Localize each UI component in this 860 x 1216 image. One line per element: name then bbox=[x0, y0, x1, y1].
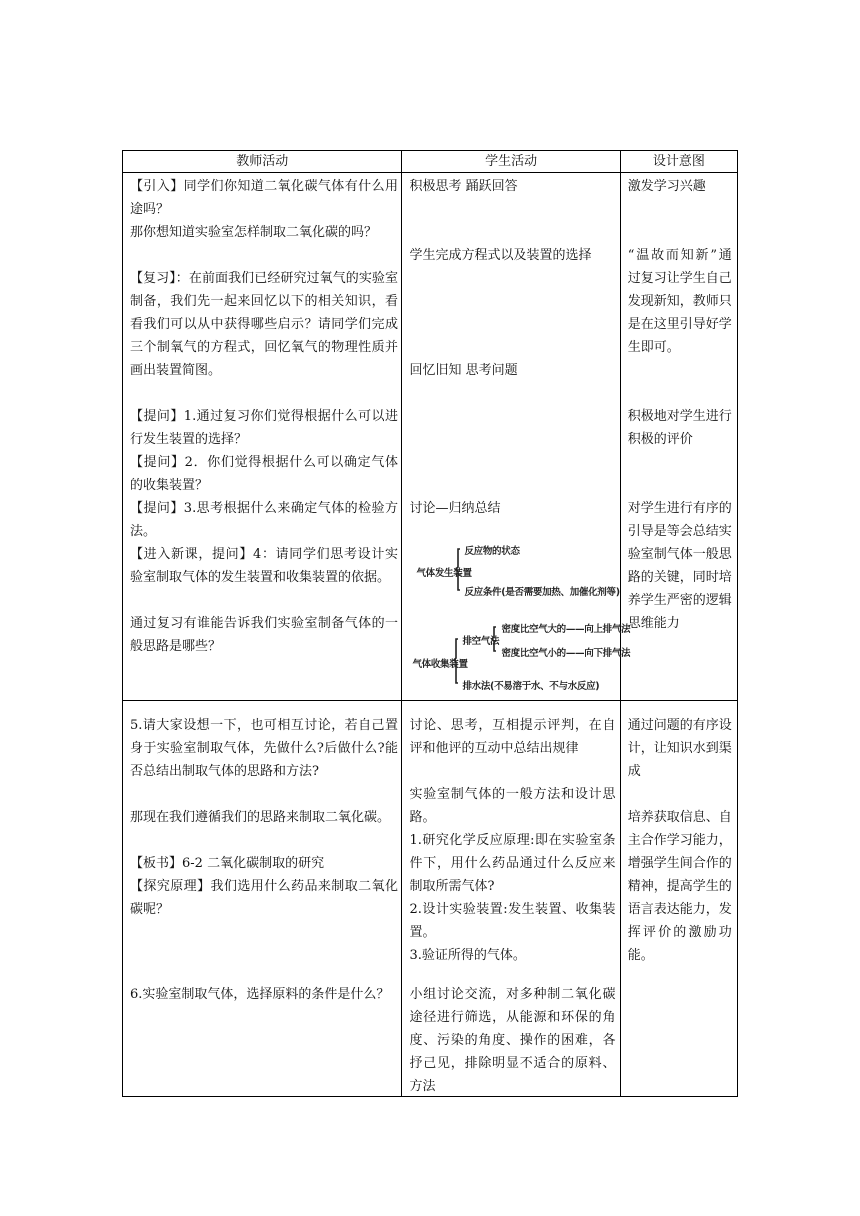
teacher-text: 【探究原理】我们选用什么药品来制取二氧化碳呢？ bbox=[130, 879, 398, 917]
student-text: 学生完成方程式以及装置的选择 bbox=[409, 248, 592, 263]
table-row bbox=[123, 701, 738, 1097]
student-text: 实验室制气体的一般方法和设计思路。 bbox=[409, 787, 616, 825]
intent-text: 对学生进行有序的引导是等会总结实验室制气体一般思路的关键，同时培养学生严密的逻辑思维能力 bbox=[627, 501, 732, 631]
intent-cell bbox=[620, 173, 737, 701]
student-text: 1.研究化学反应原理:即在实验室条件下，用什么药品通过什么反应来制取所需气体? bbox=[409, 833, 616, 894]
teacher-text: 【引入】同学们你知道二氧化碳气体有什么用途吗？ bbox=[130, 179, 398, 217]
teacher-text: 那你想知道实验室怎样制取二氧化碳的吗？ bbox=[130, 225, 378, 240]
intent-text: “温故而知新”通过复习让学生自己发现新知，教师只是在这里引导好学生即可。 bbox=[627, 248, 732, 355]
teacher-text: 【进入新课，提问】4：请同学们思考设计实验室制取气体的发生装置和收集装置的依据。 bbox=[130, 547, 398, 585]
student-text: 小组讨论交流，对多种制二氧化碳途径进行筛选，从能源和环保的角度、污染的角度、操作的困难，各抒己见，排除明显不适合的原料、方法 bbox=[409, 987, 616, 1094]
header-row bbox=[123, 151, 738, 173]
teacher-text: 【板书】6-2 二氧化碳制取的研究 bbox=[130, 856, 325, 871]
summary-diagram bbox=[408, 523, 631, 698]
teacher-text: 通过复习有谁能告诉我们实验室制备气体的一般思路是哪些？ bbox=[130, 616, 398, 654]
generation-device-label: 气体发生装置 bbox=[416, 568, 472, 579]
teacher-cell bbox=[123, 173, 402, 701]
air-displacement-label: 排空气法 bbox=[462, 636, 500, 647]
table-row bbox=[123, 173, 738, 701]
intent-text: 通过问题的有序设计，让知识水到渠成 bbox=[627, 718, 732, 779]
lesson-plan-table bbox=[122, 150, 738, 1097]
reactant-state-label: 反应物的状态 bbox=[464, 546, 520, 557]
intent-text: 积极地对学生进行积极的评价 bbox=[627, 409, 732, 447]
teacher-text: 【复习】：在前面我们已经研究过氧气的实验室制备，我们先一起来回忆以下的相关知识，看看我们可以从中获得哪些启示？请同学们完成三个制氧气的方程式，回忆氧气的物理性质并画出装置简图。 bbox=[130, 271, 398, 378]
teacher-text: 【提问】3.思考根据什么来确定气体的检验方法。 bbox=[130, 501, 398, 539]
student-text: 2.设计实验装置:发生装置、收集装置。 bbox=[409, 902, 616, 940]
teacher-text: 【提问】2．你们觉得根据什么可以确定气体的收集装置？ bbox=[130, 455, 398, 493]
lighter-label: 密度比空气小的——向下排气法 bbox=[501, 648, 631, 659]
header-student-activity: 学生活动 bbox=[402, 151, 620, 173]
student-text: 3.验证所得的气体。 bbox=[409, 948, 526, 963]
student-text: 积极思考 踊跃回答 bbox=[409, 179, 518, 194]
header-design-intent: 设计意图 bbox=[620, 151, 737, 173]
intent-cell bbox=[620, 701, 737, 1097]
intent-text: 培养获取信息、自主合作学习能力，增强学生间合作的精神，提高学生的语言表达能力，发挥评价的激励功能。 bbox=[627, 810, 732, 963]
teacher-text: 【提问】1.通过复习你们觉得根据什么可以进行发生装置的选择？ bbox=[130, 409, 398, 447]
student-text: 回忆旧知 思考问题 bbox=[409, 363, 518, 378]
collection-device-label: 气体收集装置 bbox=[412, 659, 468, 670]
student-text: 讨论、思考，互相提示评判，在自评和他评的互动中总结出规律 bbox=[409, 718, 616, 756]
header-teacher-activity: 教师活动 bbox=[123, 151, 402, 173]
water-displacement-label: 排水法(不易溶于水、不与水反应) bbox=[462, 681, 600, 692]
student-cell bbox=[402, 701, 620, 1097]
teacher-text: 那现在我们遵循我们的思路来制取二氧化碳。 bbox=[130, 810, 391, 825]
intent-text: 激发学习兴趣 bbox=[627, 179, 706, 194]
teacher-text: 6.实验室制取气体，选择原料的条件是什么？ bbox=[130, 987, 390, 1002]
teacher-text: 5.请大家设想一下，也可相互讨论，若自己置身于实验室制取气体，先做什么?后做什么?能否总结出制取气体的思路和方法? bbox=[130, 718, 398, 779]
denser-label: 密度比空气大的——向上排气法 bbox=[501, 624, 631, 635]
reaction-condition-label: 反应条件(是否需要加热、加催化剂等) bbox=[464, 587, 620, 598]
teacher-cell bbox=[123, 701, 402, 1097]
student-text: 讨论—归纳总结 bbox=[409, 501, 501, 516]
student-cell bbox=[402, 173, 631, 701]
